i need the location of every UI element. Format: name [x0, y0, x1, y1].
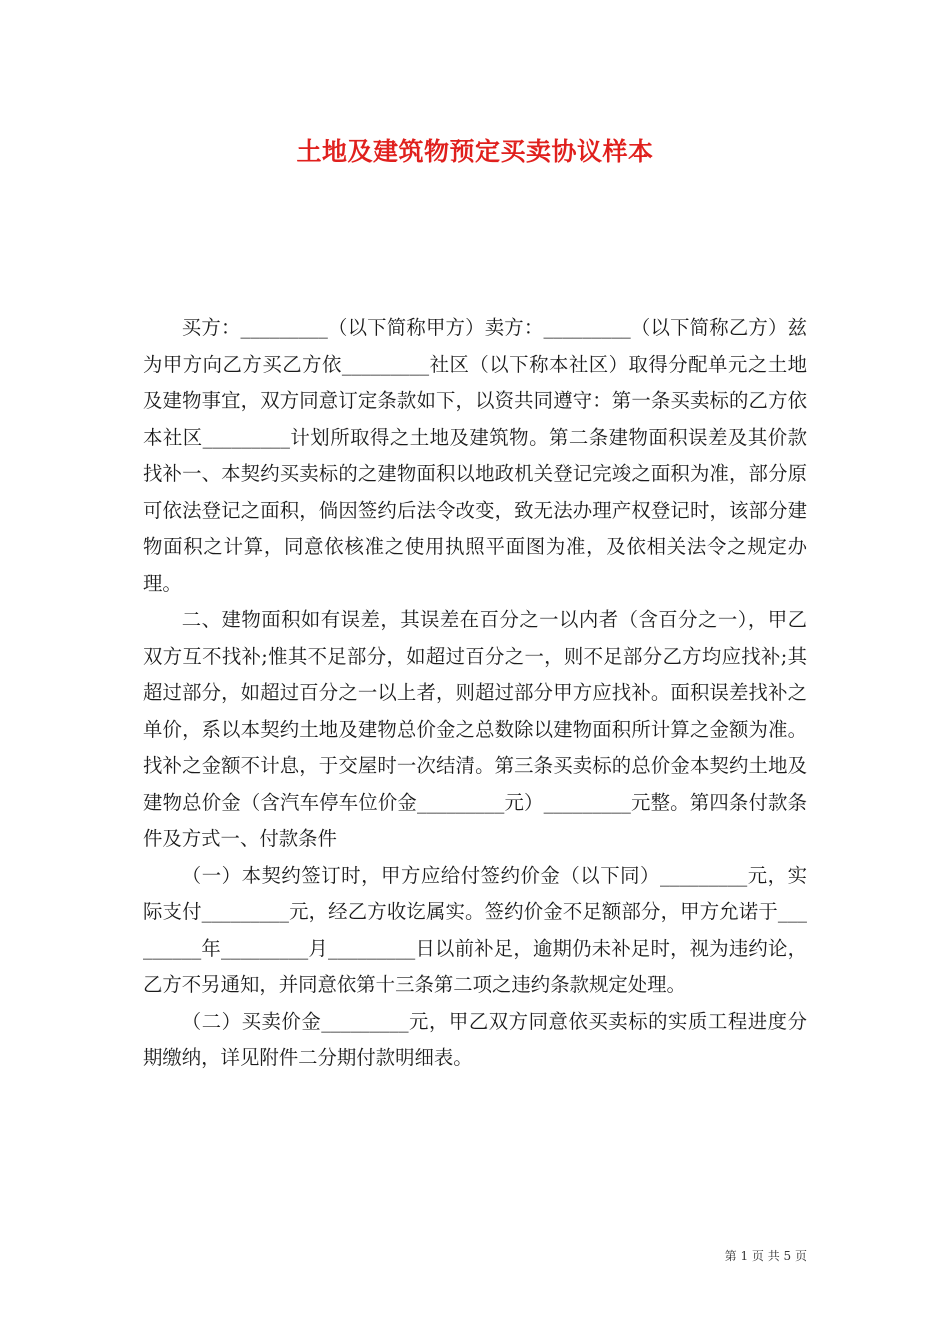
paragraph-2: 二、建物面积如有误差，其误差在百分之一以内者（含百分之一），甲乙双方互不找补;惟其不足部分，如超过百分之一，则不足部分乙方均应找补;其超过部分，如超过百分之一以上者，则超过部分甲方应找补。面积误差找补之单价，系以本契约土地及建物总价金之总数除以建物面积所计算之金额为准。找补之金额不计息，于交屋时一次结清。第三条买卖标的总价金本契约土地及建物总价金（含汽车停车位价金_________元）_________元整。第四条付款条件及方式一、付款条件 [143, 608, 807, 850]
document-body [143, 310, 807, 1077]
page-title: 土地及建筑物预定买卖协议样本 [296, 137, 654, 166]
page-number: 第 1 页 共 5 页 [724, 1249, 807, 1263]
paragraph-1: 买方：_________（以下简称甲方）卖方：_________（以下简称乙方）兹为甲方向乙方买乙方依_________社区（以下称本社区）取得分配单元之土地及建物事宜，双方同意订定条款如下，以资共同遵守：第一条买卖标的乙方依本社区_________计划所取得之土地及建筑物。第二条建物面积误差及其价款找补一、本契约买卖标的之建物面积以地政机关登记完竣之面积为准，部分原可依法登记之面积，倘因签约后法令改变，致无法办理产权登记时，该部分建物面积之计算，同意依核准之使用执照平面图为准，及依相关法令之规定办理。 [143, 316, 807, 595]
paragraph-4: （二）买卖价金_________元，甲乙双方同意依买卖标的实质工程进度分期缴纳，详见附件二分期付款明细表。 [143, 1009, 807, 1069]
paragraph-3: （一）本契约签订时，甲方应给付签约价金（以下同）_________元，实际支付_________元，经乙方收讫属实。签约价金不足额部分，甲方允诺于_________年_________月_________日以前补足，逾期仍未补足时，视为违约论，乙方不另通知，并同意依第十三条第二项之违约条款规定处理。 [143, 863, 807, 996]
